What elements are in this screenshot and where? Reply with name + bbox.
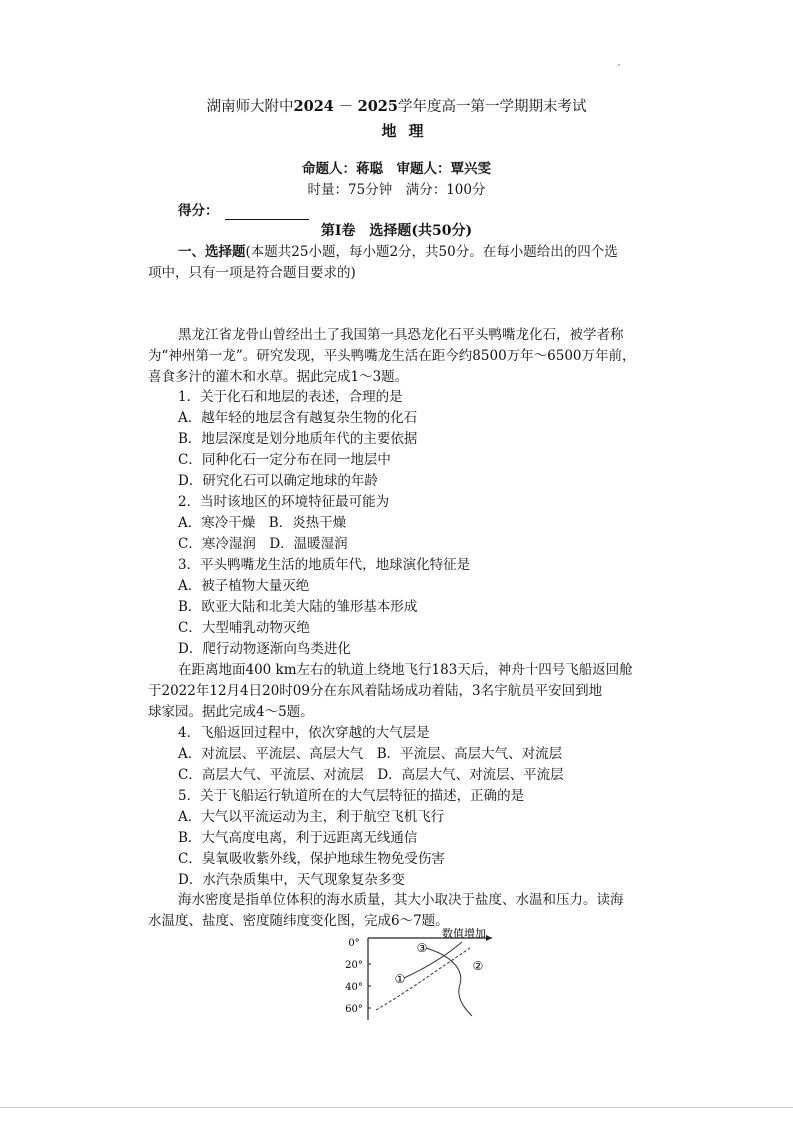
q2-stem: 2．当时该地区的环境特征最可能为 (178, 494, 390, 510)
q3-option-a: A．被子植物大量灭绝 (178, 578, 310, 594)
q1-option-d: D．研究化石可以确定地球的年龄 (178, 473, 378, 489)
passage3-line-1: 海水密度是指单位体积的海水质量，其大小取决于盐度、水温和压力。读海 (178, 892, 624, 908)
title-year-end: 2025 (357, 98, 398, 115)
exam-title (0, 98, 793, 116)
q1-stem: 1．关于化石和地层的表述，合理的是 (178, 389, 403, 405)
score-field (178, 202, 309, 220)
curve-3-line (404, 942, 462, 978)
page-bottom-rule (0, 1107, 793, 1108)
q4-options-row-1: A．对流层、平流层、高层大气 B．平流层、高层大气、对流层 (178, 746, 563, 762)
passage1-line-3: 喜食多汁的灌木和水草。据此完成1～3题。 (148, 369, 409, 385)
q3-option-d: D．爬行动物逐渐向鸟类进化 (178, 641, 351, 657)
q3-option-c: C．大型哺乳动物灭绝 (178, 620, 310, 636)
seawater-figure (340, 928, 512, 1028)
y-tick-0: 0° (348, 938, 360, 949)
instruction-line-1 (178, 243, 618, 261)
q2-options-row-1: A．寒冷干燥 B．炎热干燥 (178, 515, 347, 531)
title-dash: － (333, 99, 358, 115)
q1-option-b: B．地层深度是划分地质年代的主要依据 (178, 431, 418, 447)
curve-1-line (376, 948, 470, 1010)
curve-2-line (426, 948, 472, 1016)
curve-2-label: ② (472, 959, 484, 973)
section-title: 第Ⅰ卷 选择题(共50分) (320, 223, 473, 239)
subject-title: 地理 (381, 122, 436, 140)
q3-option-b: B．欧亚大陆和北美大陆的雏形基本形成 (178, 599, 418, 615)
passage1-line-1: 黑龙江省龙骨山曾经出土了我国第一具恐龙化石平头鸭嘴龙化石，被学者称 (178, 327, 624, 343)
passage2-line-3: 球家园。据此完成4～5题。 (148, 704, 314, 720)
q4-stem: 4．飞船返回过程中，依次穿越的大气层是 (178, 725, 430, 741)
passage3-line-2: 水温度、盐度、密度随纬度变化图，完成6～7题。 (148, 913, 449, 929)
score-blank (225, 205, 309, 220)
authors-line: 命题人：蒋聪 审题人：覃兴雯 (302, 161, 491, 177)
title-exam-name: 学年度高一第一学期期末考试 (397, 99, 587, 115)
q5-option-b: B．大气高度电离，利于远距离无线通信 (178, 830, 418, 846)
q3-stem: 3．平头鸭嘴龙生活的地质年代，地球演化特征是 (178, 557, 471, 573)
score-label: 得分： (178, 203, 219, 219)
scan-speck (618, 64, 620, 66)
q1-option-c: C．同种化石一定分布在同一地层中 (178, 452, 391, 468)
passage1-line-2: 为“神州第一龙”。研究发现，平头鸭嘴龙生活在距今约8500万年～6500万年前， (148, 348, 636, 364)
q5-option-d: D．水汽杂质集中，天气现象复杂多变 (178, 872, 405, 888)
q5-option-c: C．臭氧吸收紫外线，保护地球生物免受伤害 (178, 851, 445, 867)
instruction-text-1: (本题共25小题，每小题2分，共50分。在每小题给出的四个选 (245, 244, 618, 260)
curve-3-label: ③ (416, 941, 428, 955)
y-tick-60: 60° (345, 1004, 363, 1015)
time-score-line: 时量：75分钟 满分：100分 (307, 182, 486, 198)
y-tick-20: 20° (345, 960, 363, 971)
q4-options-row-2: C．高层大气、平流层、对流层 D．高层大气、对流层、平流层 (178, 767, 564, 783)
instruction-line-2: 项中，只有一项是符合题目要求的) (148, 265, 356, 281)
seawater-chart (340, 928, 512, 1024)
value-increase-label: 数值增加 (442, 928, 486, 940)
y-tick-40: 40° (345, 982, 363, 993)
q5-option-a: A．大气以平流运动为主，利于航空飞机飞行 (178, 809, 445, 825)
q5-stem: 5．关于飞船运行轨道所在的大气层特征的描述，正确的是 (178, 788, 525, 804)
instruction-head: 一、选择题 (178, 244, 246, 260)
top-axis-arrow (486, 935, 492, 941)
passage2-line-2: 于2022年12月4日20时09分在东风着陆场成功着陆，3名宇航员平安回到地 (148, 683, 603, 699)
curve-1-label: ① (394, 972, 406, 986)
title-school: 湖南师大附中 (206, 99, 294, 115)
title-year-start: 2024 (293, 98, 334, 115)
q1-option-a: A．越年轻的地层含有越复杂生物的化石 (178, 410, 418, 426)
passage2-line-1: 在距离地面400 km左右的轨道上绕地飞行183天后，神舟十四号飞船返回舱 (178, 662, 633, 678)
q2-options-row-2: C．寒冷湿润 D．温暖湿润 (178, 536, 348, 552)
